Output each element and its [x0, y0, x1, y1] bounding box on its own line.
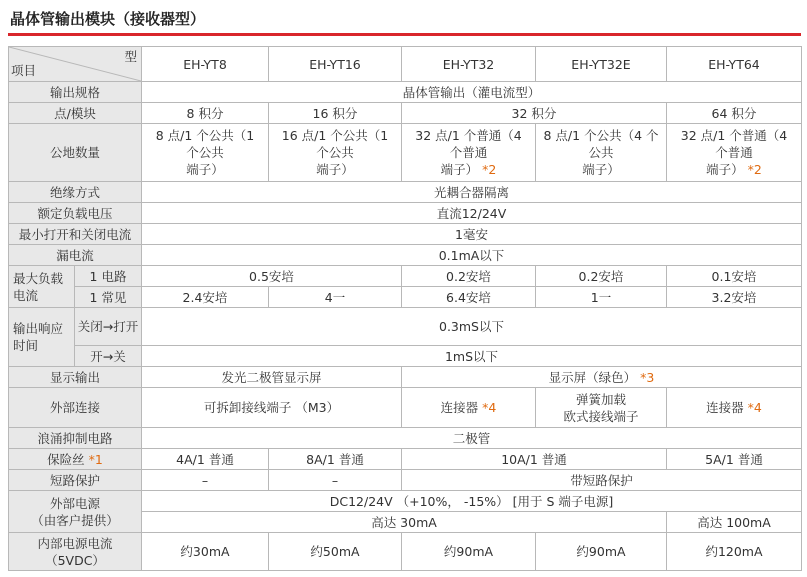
footnote-marker: *4 — [482, 400, 497, 415]
row-label: 输出响应时间 — [9, 308, 75, 367]
cell-value: 64 积分 — [667, 103, 802, 124]
cell-value: 1毫安 — [142, 224, 802, 245]
cell-value: 高达 30mA — [142, 512, 667, 533]
model-header: EH-YT16 — [269, 47, 402, 82]
cell-value: 光耦合器隔离 — [142, 182, 802, 203]
sub-label: 1 常见 — [75, 287, 142, 308]
cell-value: 约120mA — [667, 533, 802, 571]
cell-value: 0.3mS以下 — [142, 308, 802, 346]
footnote-marker: *2 — [747, 162, 762, 177]
page-title: 晶体管输出模块（接收器型） — [10, 10, 206, 28]
cell-value — [667, 388, 802, 428]
row-label: 输出规格 — [9, 82, 142, 103]
cell-text: 显示屏（绿色） — [548, 369, 637, 385]
cell-value: 0.2安培 — [402, 266, 536, 287]
title-bar — [8, 0, 801, 36]
cell-line: 32 点/1 个普通（4 — [415, 128, 522, 143]
row-label-line: 内部电源电流 — [37, 535, 113, 551]
cell-line: 端子） — [186, 162, 224, 177]
cell-line: 弹簧加载 — [575, 391, 626, 407]
table-row — [9, 346, 802, 367]
cell-value — [402, 124, 536, 182]
row-label: 点/模块 — [9, 103, 142, 124]
row-label — [9, 449, 142, 470]
footnote-marker: *1 — [88, 451, 103, 467]
row-label: 外部连接 — [9, 388, 142, 428]
cell-value: – — [142, 470, 269, 491]
table-row — [9, 182, 802, 203]
cell-value: 8A/1 普通 — [269, 449, 402, 470]
corner-type-label: 型 — [124, 49, 137, 64]
cell-value: 16 积分 — [269, 103, 402, 124]
spec-table — [8, 46, 802, 571]
cell-value: 晶体管输出（灌电流型） — [142, 82, 802, 103]
row-label-line: 外部电源 — [49, 495, 100, 511]
cell-value: 8 积分 — [142, 103, 269, 124]
table-row — [9, 103, 802, 124]
table-row — [9, 449, 802, 470]
cell-value: 1一 — [536, 287, 667, 308]
cell-value: 4一 — [269, 287, 402, 308]
row-label-line: （由客户提供） — [31, 512, 119, 528]
row-label: 公地数量 — [9, 124, 142, 182]
header-row — [9, 47, 802, 82]
model-header: EH-YT32 — [402, 47, 536, 82]
footnote-marker: *2 — [482, 162, 497, 177]
table-row — [9, 245, 802, 266]
row-label: 最大负载电流 — [9, 266, 75, 308]
table-row — [9, 308, 802, 346]
row-label: 最小打开和关闭电流 — [9, 224, 142, 245]
row-label-line: （5VDC） — [45, 552, 105, 568]
cell-value: 10A/1 普通 — [402, 449, 667, 470]
cell-value — [402, 367, 802, 388]
cell-text: 连接器 — [706, 400, 744, 415]
table-row — [9, 428, 802, 449]
table-row — [9, 491, 802, 512]
cell-line-text: 端子） — [440, 162, 479, 177]
cell-value: 带短路保护 — [402, 470, 802, 491]
cell-value: 可拆卸接线端子 （M3） — [142, 388, 402, 428]
cell-value: 3.2安培 — [667, 287, 802, 308]
sub-label: 关闭→打开 — [75, 308, 142, 346]
table-row — [9, 367, 802, 388]
cell-value — [402, 388, 536, 428]
cell-value: 4A/1 普通 — [142, 449, 269, 470]
cell-value: 二极管 — [142, 428, 802, 449]
cell-line: 公共 — [588, 145, 614, 160]
cell-line — [404, 161, 533, 178]
cell-value: 约90mA — [536, 533, 667, 571]
cell-value: 发光二极管显示屏 — [142, 367, 402, 388]
row-label-text: 保险丝 — [47, 451, 85, 467]
header-corner — [9, 47, 142, 82]
cell-value — [667, 124, 802, 182]
table-row — [9, 203, 802, 224]
sub-label: 1 电路 — [75, 266, 142, 287]
cell-line: 个公共 — [186, 145, 224, 160]
cell-line: 8 点/1 个公共（1 — [155, 128, 255, 143]
footnote-marker: *3 — [640, 369, 655, 385]
table-row — [9, 266, 802, 287]
row-label: 显示输出 — [9, 367, 142, 388]
cell-line — [669, 161, 799, 178]
model-header: EH-YT32E — [536, 47, 667, 82]
model-header: EH-YT8 — [142, 47, 269, 82]
corner-item-label: 项目 — [11, 63, 37, 78]
cell-value: 0.1安培 — [667, 266, 802, 287]
footnote-marker: *4 — [747, 400, 762, 415]
cell-line: 个普通 — [715, 145, 753, 160]
cell-value — [269, 124, 402, 182]
cell-value: 2.4安培 — [142, 287, 269, 308]
cell-value — [536, 388, 667, 428]
model-header: EH-YT64 — [667, 47, 802, 82]
cell-line: 端子） — [316, 162, 354, 177]
cell-value: 1mS以下 — [142, 346, 802, 367]
cell-value — [142, 124, 269, 182]
cell-value: 高达 100mA — [667, 512, 802, 533]
cell-value — [536, 124, 667, 182]
table-row — [9, 388, 802, 428]
cell-value: 0.5安培 — [142, 266, 402, 287]
row-label: 漏电流 — [9, 245, 142, 266]
cell-value: 32 积分 — [402, 103, 667, 124]
cell-line-text: 端子） — [706, 162, 744, 177]
row-label — [9, 491, 142, 533]
row-label: 额定负载电压 — [9, 203, 142, 224]
table-row — [9, 287, 802, 308]
row-label: 浪涌抑制电路 — [9, 428, 142, 449]
table-row — [9, 124, 802, 182]
cell-value: 直流12/24V — [142, 203, 802, 224]
cell-value: 0.2安培 — [536, 266, 667, 287]
cell-value: 6.4安培 — [402, 287, 536, 308]
cell-line: 个普通 — [449, 145, 488, 160]
cell-line: 32 点/1 个普通（4 — [680, 128, 788, 143]
cell-value: 约90mA — [402, 533, 536, 571]
cell-line: 16 点/1 个公共（1 — [281, 128, 389, 143]
cell-value: 5A/1 普通 — [667, 449, 802, 470]
cell-value: 约30mA — [142, 533, 269, 571]
table-row — [9, 470, 802, 491]
cell-value: – — [269, 470, 402, 491]
cell-value: 0.1mA以下 — [142, 245, 802, 266]
row-label: 短路保护 — [9, 470, 142, 491]
row-label — [9, 533, 142, 571]
cell-text: 连接器 — [440, 400, 479, 415]
cell-line: 8 点/1 个公共（4 个 — [543, 128, 659, 143]
cell-value: 约50mA — [269, 533, 402, 571]
cell-value: DC12/24V （+10%， -15%） [用于 S 端子电源] — [142, 491, 802, 512]
sub-label: 开→关 — [75, 346, 142, 367]
cell-line: 个公共 — [316, 145, 354, 160]
cell-line: 端子） — [582, 162, 620, 177]
table-row — [9, 533, 802, 571]
row-label: 绝缘方式 — [9, 182, 142, 203]
table-row — [9, 82, 802, 103]
cell-line: 欧式接线端子 — [563, 408, 639, 424]
table-row — [9, 224, 802, 245]
